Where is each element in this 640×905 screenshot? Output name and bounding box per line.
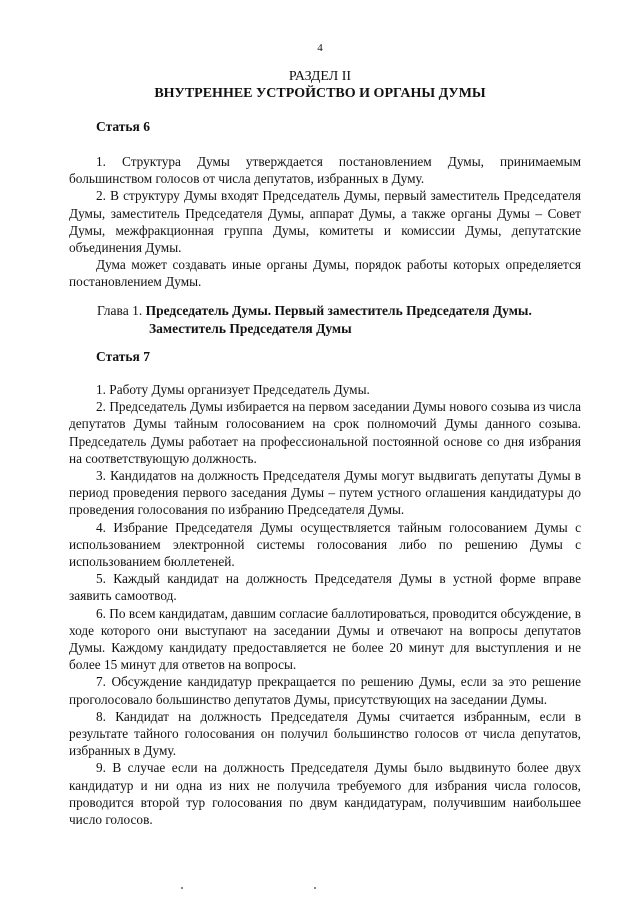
article-7-paragraph: 4. Избрание Председателя Думы осуществляется тайным голосованием Думы с использованием электронной системы голосования либо по решению Думы с использованием бюллетеней. [69,519,581,570]
article-6-heading: Статья 6 [96,119,150,134]
article-6-paragraph: 1. Структура Думы утверждается постановлением Думы, принимаемым большинством голосов от числа депутатов, избранных в Думу. [69,154,581,187]
article-6-paragraph: 2. В структуру Думы входят Председатель Думы, первый заместитель Председателя Думы, заместитель Председателя Думы, аппарат Думы, а также органы Думы – Совет Думы, межфракционная группа Думы, комитеты и комиссии Думы, депутатские объединения Думы. [69,188,581,256]
article-6-heading-block [69,118,581,135]
scan-artifact-dot [181,887,183,889]
chapter-title-line-2: Заместитель Председателя Думы [149,320,352,336]
article-7-paragraph: 8. Кандидат на должность Председателя Думы считается избранным, если в результате тайного голосования он получил большинство голосов от числа депутатов, избранных в Думу. [69,708,581,759]
section-title: ВНУТРЕННЕЕ УСТРОЙСТВО И ОРГАНЫ ДУМЫ [154,86,486,101]
chapter-title-line-1: Председатель Думы. Первый заместитель Председателя Думы. [145,303,532,318]
section-label: РАЗДЕЛ II [288,69,352,84]
article-7-paragraph: 1. Работу Думы организует Председатель Думы. [96,382,370,397]
article-7-paragraph: 2. Председатель Думы избирается на первом заседании Думы нового созыва из числа депутатов Думы тайным голосованием на срок полномочий Думы данного созыва. Председатель Думы работает на профессиональной постоянной основе со дня избрания на соответствующую должность. [69,399,581,466]
article-7-heading: Статья 7 [96,349,150,364]
scan-artifact-dot [314,887,316,889]
article-7-paragraph: 7. Обсуждение кандидатур прекращается по решению Думы, если за это решение проголосовало большинство депутатов Думы, присутствующих на заседании Думы. [69,674,581,707]
chapter-heading [97,302,587,337]
page-number: 4 [317,42,323,54]
article-6-paragraph: Дума может создавать иные органы Думы, порядок работы которых определяется постановлением Думы. [69,257,581,290]
chapter-label: Глава 1. [97,303,143,318]
article-7-paragraph: 9. В случае если на должность Председателя Думы было выдвинуто более двух кандидатур и ни одна из них не получила требуемого для избрания числа голосов, проводится второй тур голосования по двум кандидатурам, получившим наибольшее число голосов. [69,760,581,828]
article-7-body [69,381,581,828]
article-7-paragraph: 5. Каждый кандидат на должность Председателя Думы в устной форме вправе заявить самоотвод. [69,571,581,604]
section-header [0,68,640,102]
article-6-body [69,153,581,291]
article-7-heading-block [69,348,581,365]
article-7-paragraph: 6. По всем кандидатам, давшим согласие баллотироваться, проводится обсуждение, в ходе которого они выступают на заседании Думы и отвечают на вопросы депутатов Думы. Каждому кандидату предоставляется не более 20 минут для выступления и не более 15 минут для ответов на вопросы. [69,605,581,673]
article-7-paragraph: 3. Кандидатов на должность Председателя Думы могут выдвигать депутаты Думы в период проведения первого заседания Думы – путем устного оглашения кандидатуры до проведения голосования по избранию Председателя Думы. [69,468,581,518]
